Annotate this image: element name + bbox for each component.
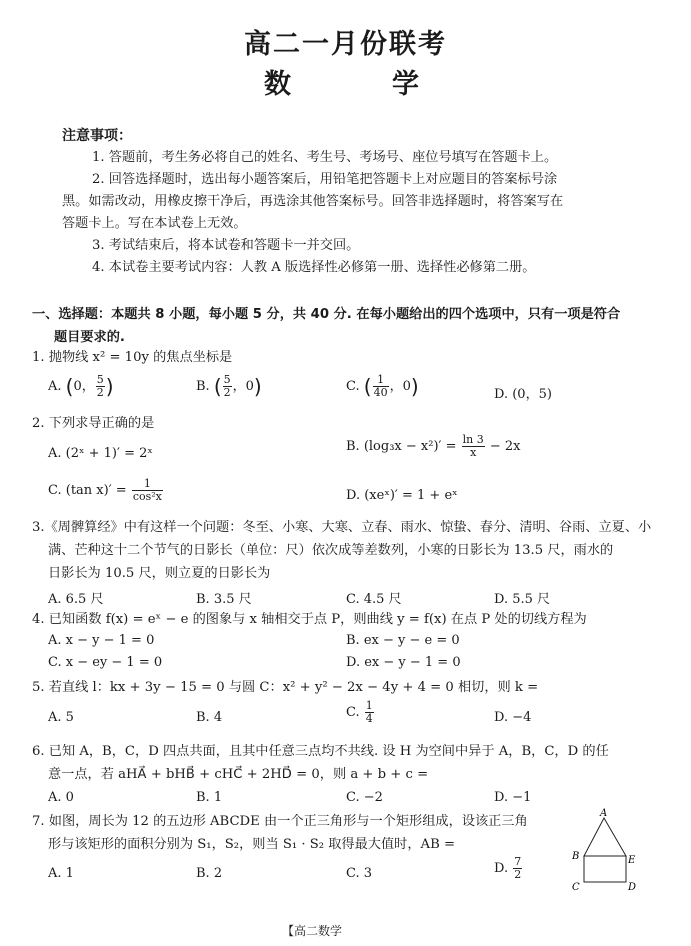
q2-option-c [48,478,164,503]
q4-option-d: D. ex − y − 1 = 0 [346,655,461,670]
q5-option-b: B. 4 [196,710,223,725]
q6-line-1: 6. 已知 A，B，C，D 四点共面，且其中任意三点均不共线. 设 H 为空间中异于 A，B，C，D 的任 [32,744,609,759]
q1-b-den: 2 [223,386,231,399]
q3-line-3: 日影长为 10.5 尺，则立夏的日影长为 [48,566,271,581]
q1-c-den: 40 [373,386,388,399]
q6-option-c: C. −2 [346,790,383,805]
q1-option-d: D. (0，5) [494,387,552,402]
notice-line-4: 4. 本试卷主要考试内容：人教 A 版选择性必修第一册、选择性必修第二册。 [92,260,536,275]
label-b: B [572,851,580,862]
q2-c-den: cos²x [132,490,162,503]
rectangle-shape [584,856,626,882]
q7-d-num: 7 [514,855,522,868]
q1-b-post: ，0 [232,379,254,394]
q2-b-den: x [470,446,477,459]
label-d: D [628,882,637,892]
q4-option-a: A. x − y − 1 = 0 [48,633,155,648]
section-heading-1: 一、选择题：本题共 8 小题，每小题 5 分，共 40 分. 在每小题给出的四个选项中，只有一项是符合 [32,307,621,322]
q1-a-num: 5 [96,373,104,386]
q5-stem: 5. 若直线 l：kx + 3y − 15 = 0 与圆 C：x² + y² − 2x − 4y + 4 = 0 相切，则 k = [32,680,539,695]
q3-option-b: B. 3.5 尺 [196,592,252,607]
q7-option-d [494,856,523,881]
q5-option-d: D. −4 [494,710,532,725]
notice-line-2b: 黑。如需改动，用橡皮擦干净后，再选涂其他答案标号。回答非选择题时，将答案写在 [62,194,564,209]
q5-option-a: A. 5 [48,710,74,725]
q3-line-2: 满、芒种这十二个节气的日影长（单位：尺）依次成等差数列，小寒的日影长为 13.5 尺，雨水的 [48,543,614,558]
q7-option-c: C. 3 [346,866,373,881]
q2-b-pre: B. (log₃x − x²)′ = [346,439,457,454]
q7-d-label: D. [494,861,509,876]
q1-stem: 1. 抛物线 x² = 10y 的焦点坐标是 [32,350,233,365]
page-footer: 【高二数学 [282,924,343,938]
q7-d-den: 2 [514,868,522,881]
q5-option-c [346,700,375,725]
q1-c-num: 1 [373,374,389,387]
q3-option-a: A. 6.5 尺 [48,592,104,607]
subject-char-1: 数 [264,69,291,100]
q4-option-b: B. ex − y − e = 0 [346,633,460,648]
q7-option-b: B. 2 [196,866,223,881]
q1-option-c: C. ( $\frac{1}{40}$ ，0) [346,373,419,399]
notice-line-3: 3. 考试结束后，将本试卷和答题卡一并交回。 [92,238,360,253]
q4-option-c: C. x − ey − 1 = 0 [48,655,163,670]
q1-b-label: B. [196,379,210,394]
q2-b-num: ln 3 [462,433,484,446]
q6-line-2: 意一点，若 aHA⃗ + bHB⃗ + cHC⃗ + 2HD⃗ = 0，则 a + b + c = [48,767,429,782]
notice-line-2a: 2. 回答选择题时，选出每小题答案后，用铅笔把答题卡上对应题目的答案标号涂 [92,172,558,187]
label-e: E [628,855,636,866]
q1-a-pre: 0， [73,379,95,394]
q6-option-b: B. 1 [196,790,223,805]
q3-option-d: D. 5.5 尺 [494,592,551,607]
q7-option-a: A. 1 [48,866,74,881]
q1-b-num: 5 [223,373,231,386]
notice-line-1: 1. 答题前，考生务必将自己的姓名、考生号、考场号、座位号填写在答题卡上。 [92,150,558,165]
q5-c-num: 1 [365,699,373,712]
q6-option-d: D. −1 [494,790,532,805]
notice-line-2c: 答题卡上。写在本试卷上无效。 [62,216,247,231]
triangle-shape [584,818,626,856]
label-c: C [572,882,580,892]
q3-line-1: 3.《周髀算经》中有这样一个问题：冬至、小寒、大寒、立春、雨水、惊蛰、春分、清明、谷雨、立夏、小 [32,520,652,535]
q5-c-den: 4 [365,712,373,725]
q1-c-label: C. [346,379,360,394]
notice-heading: 注意事项： [62,128,132,144]
subject-char-2: 学 [392,69,419,100]
q2-c-pre: C. (tan x)′ = [48,483,127,498]
q4-stem: 4. 已知函数 f(x) = eˣ − e 的图象与 x 轴相交于点 P，则曲线 y = f(x) 在点 P 处的切线方程为 [32,612,587,627]
q6-option-a: A. 0 [48,790,74,805]
q1-a-label: A. [48,379,62,394]
q1-option-b: B. ( $\frac{5}{2}$ ，0) [196,373,262,399]
q2-option-b [346,434,521,459]
label-a: A [600,808,608,819]
pentagon-figure [564,806,648,892]
q2-option-a: A. (2ˣ + 1)′ = 2ˣ [48,446,153,461]
q2-option-d: D. (xeˣ)′ = 1 + eˣ [346,488,458,503]
q2-c-num: 1 [132,478,163,491]
q1-a-den: 2 [96,386,104,399]
exam-title: 高二一月份联考 [244,29,447,60]
q7-line-2: 形与该矩形的面积分别为 S₁，S₂，则当 S₁ · S₂ 取得最大值时，AB = [48,837,456,852]
q1-c-post: ，0 [389,379,411,394]
q3-option-c: C. 4.5 尺 [346,592,402,607]
section-heading-2: 题目要求的. [54,330,125,345]
q1-option-a: A. (0， $\frac{5}{2}$ ) [48,373,114,399]
q2-stem: 2. 下列求导正确的是 [32,416,155,431]
q7-line-1: 7. 如图，周长为 12 的五边形 ABCDE 由一个正三角形与一个矩形组成，设该正三角 [32,814,528,829]
q2-b-post: − 2x [489,439,521,454]
q5-c-label: C. [346,705,360,720]
